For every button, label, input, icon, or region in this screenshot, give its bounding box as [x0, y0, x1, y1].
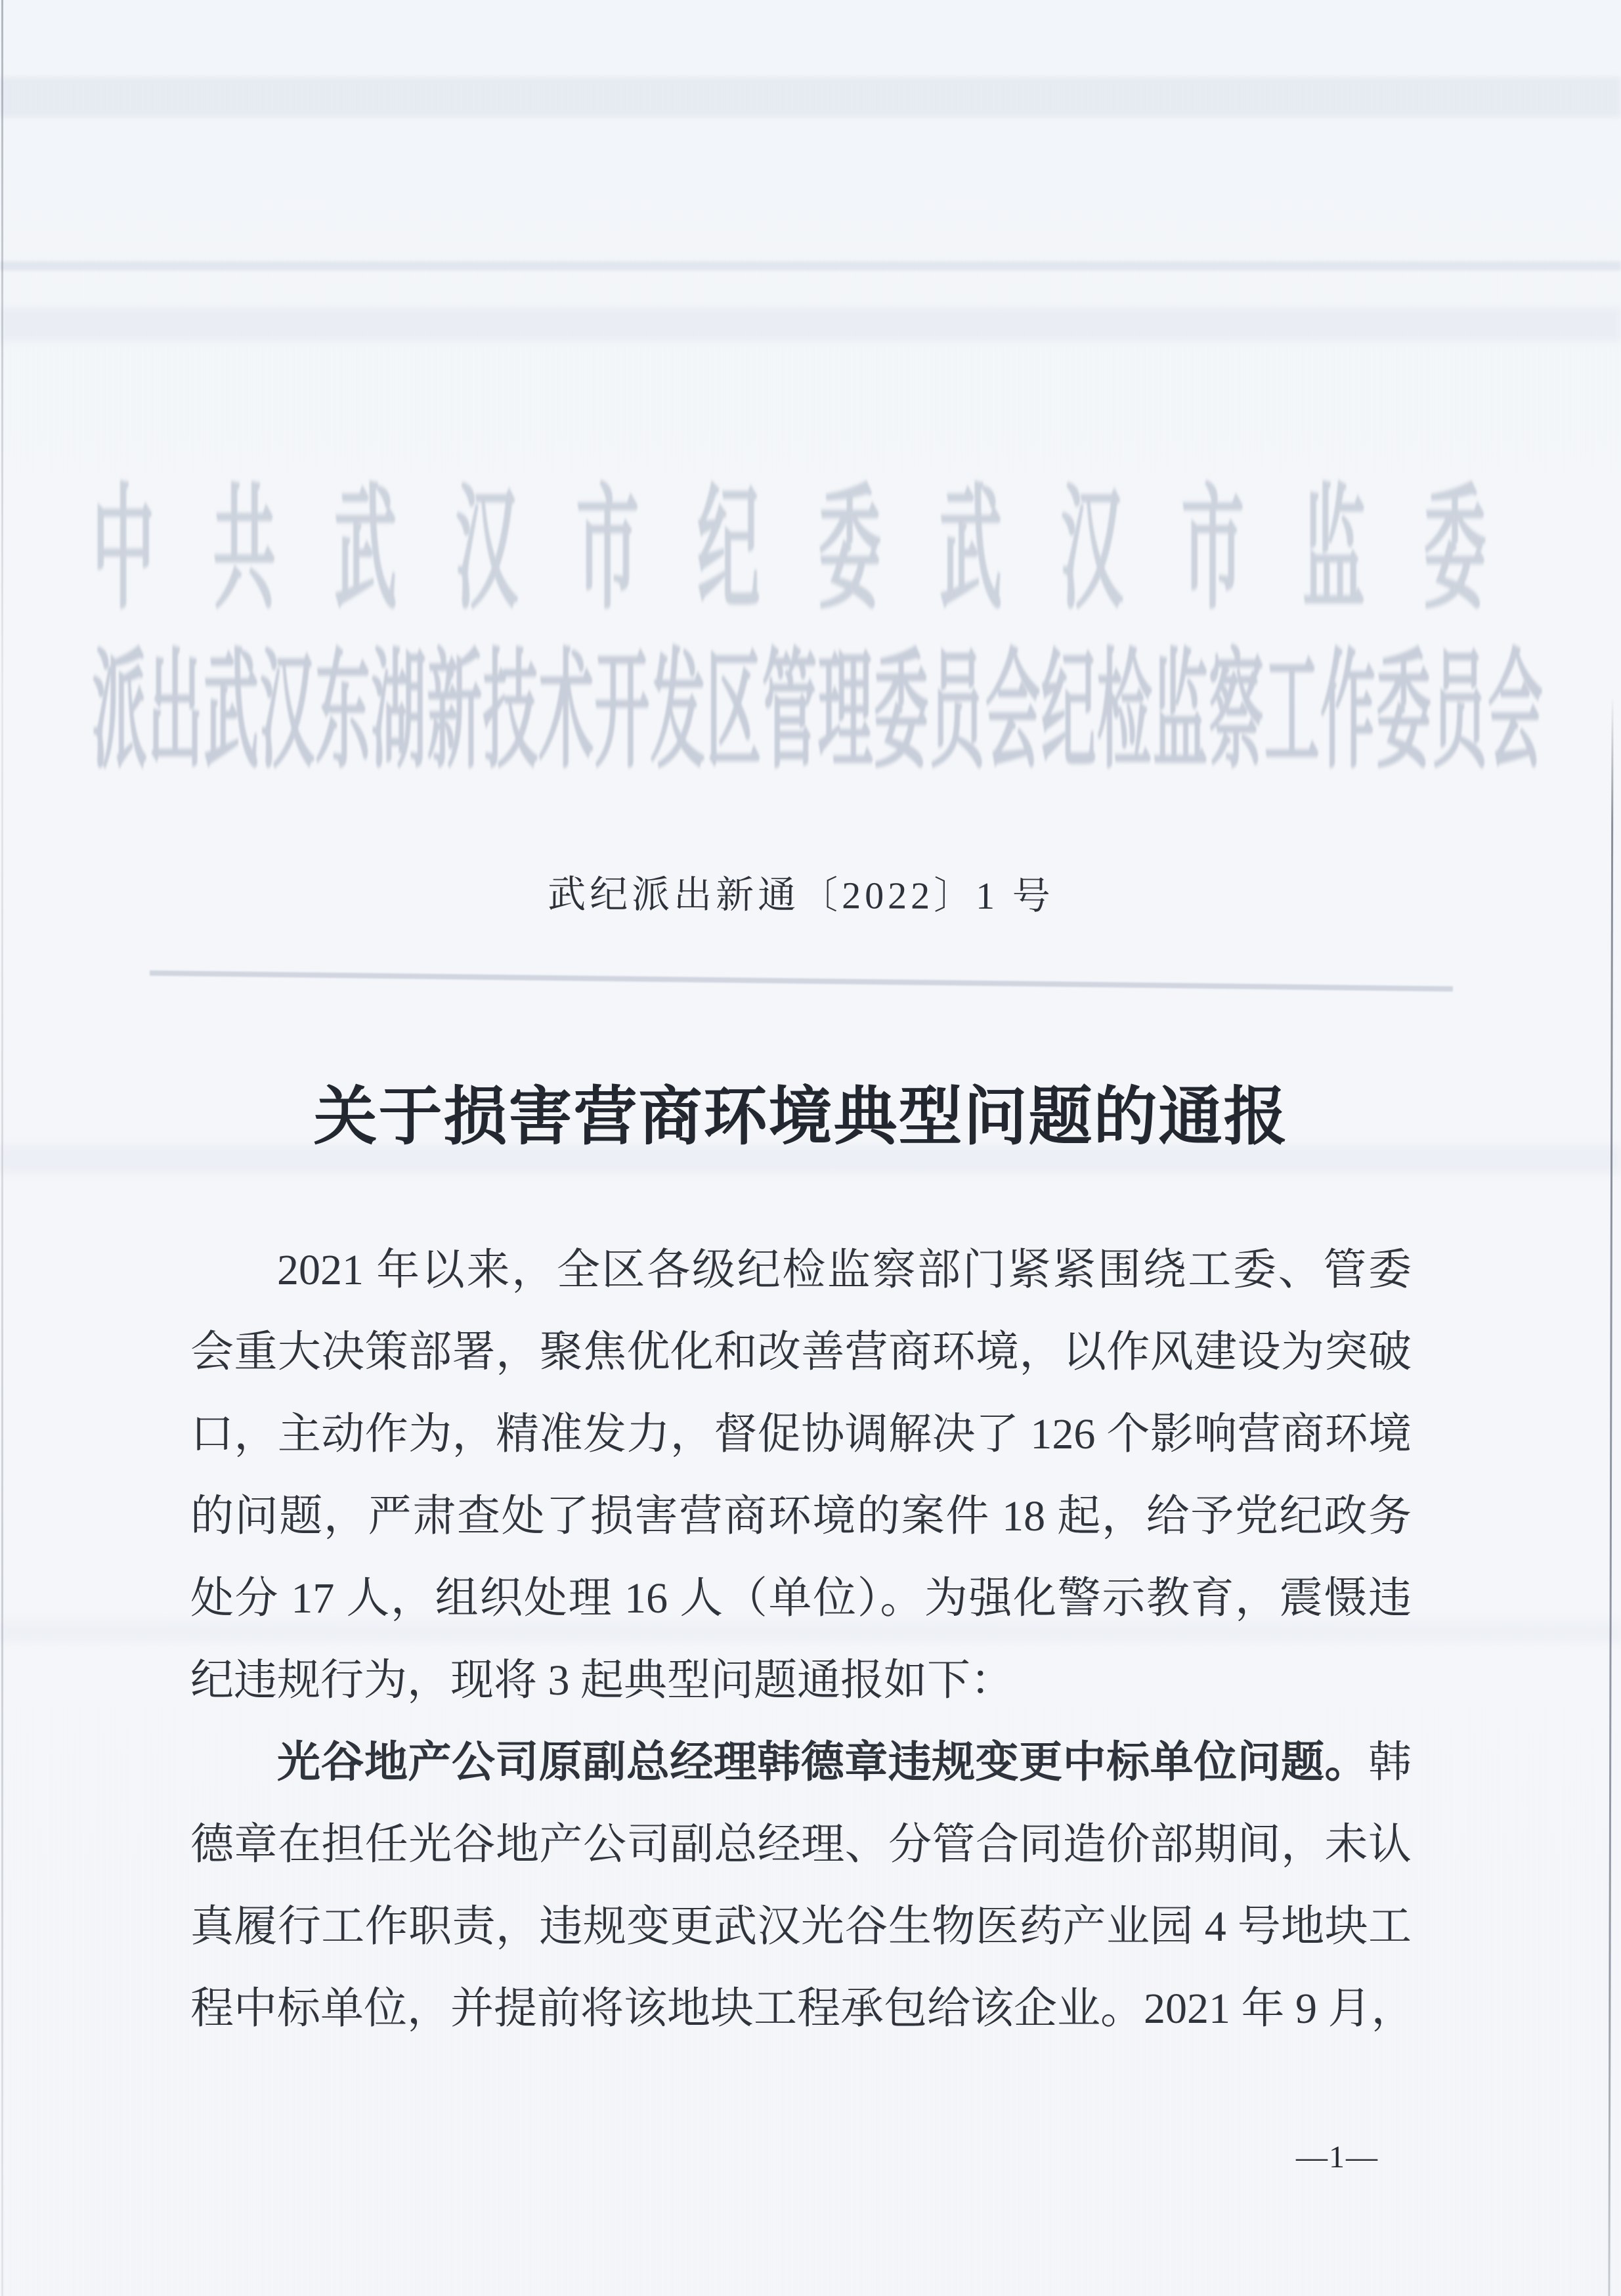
- document-number: 武纪派出新通〔2022〕1 号: [548, 873, 1054, 918]
- body-line: 纪违规行为，现将 3 起典型问题通报如下：: [190, 1657, 1014, 1704]
- letterhead: [92, 0, 1543, 785]
- document-title: 关于损害营商环境典型问题的通报: [313, 1082, 1289, 1152]
- body-line-bold-lead: 光谷地产公司原副总经理韩德章违规变更中标单位问题。: [277, 1739, 1368, 1787]
- letterhead-org-line2: 派出武汉东湖新技术开发区管理委员会纪检监察工作委员会: [92, 641, 1543, 785]
- document-body: [190, 1229, 1415, 2050]
- body-line-rest: 韩: [1368, 1739, 1412, 1787]
- letterhead-org-line1: 中共武汉市纪委武汉市监委: [92, 474, 1543, 626]
- page-number: —1—: [1296, 2140, 1379, 2175]
- body-line: 德章在担任光谷地产公司副总经理、分管合同造价部期间，未认: [190, 1821, 1412, 1869]
- body-line: 2021 年以来，全区各级纪检监察部门紧紧围绕工委、管委: [277, 1246, 1412, 1294]
- body-line: 的问题，严肃查处了损害营商环境的案件 18 起，给予党纪政务: [190, 1492, 1412, 1540]
- body-line: 真履行工作职责，违规变更武汉光谷生物医药产业园 4 号地块工: [190, 1903, 1412, 1951]
- body-line: [190, 1722, 1412, 1804]
- body-line: 会重大决策部署，聚焦优化和改善营商环境，以作风建设为突破: [190, 1328, 1412, 1376]
- letterhead-divider-rule: [150, 970, 1453, 991]
- body-line: 口，主动作为，精准发力，督促协调解决了 126 个影响营商环境: [190, 1410, 1412, 1458]
- scan-edge-line-right: [1608, 696, 1613, 2296]
- body-line: 程中标单位，并提前将该地块工程承包给该企业。2021 年 9 月，: [190, 1985, 1415, 2033]
- body-line: 处分 17 人，组织处理 16 人（单位）。为强化警示教育，震慑违: [190, 1574, 1412, 1622]
